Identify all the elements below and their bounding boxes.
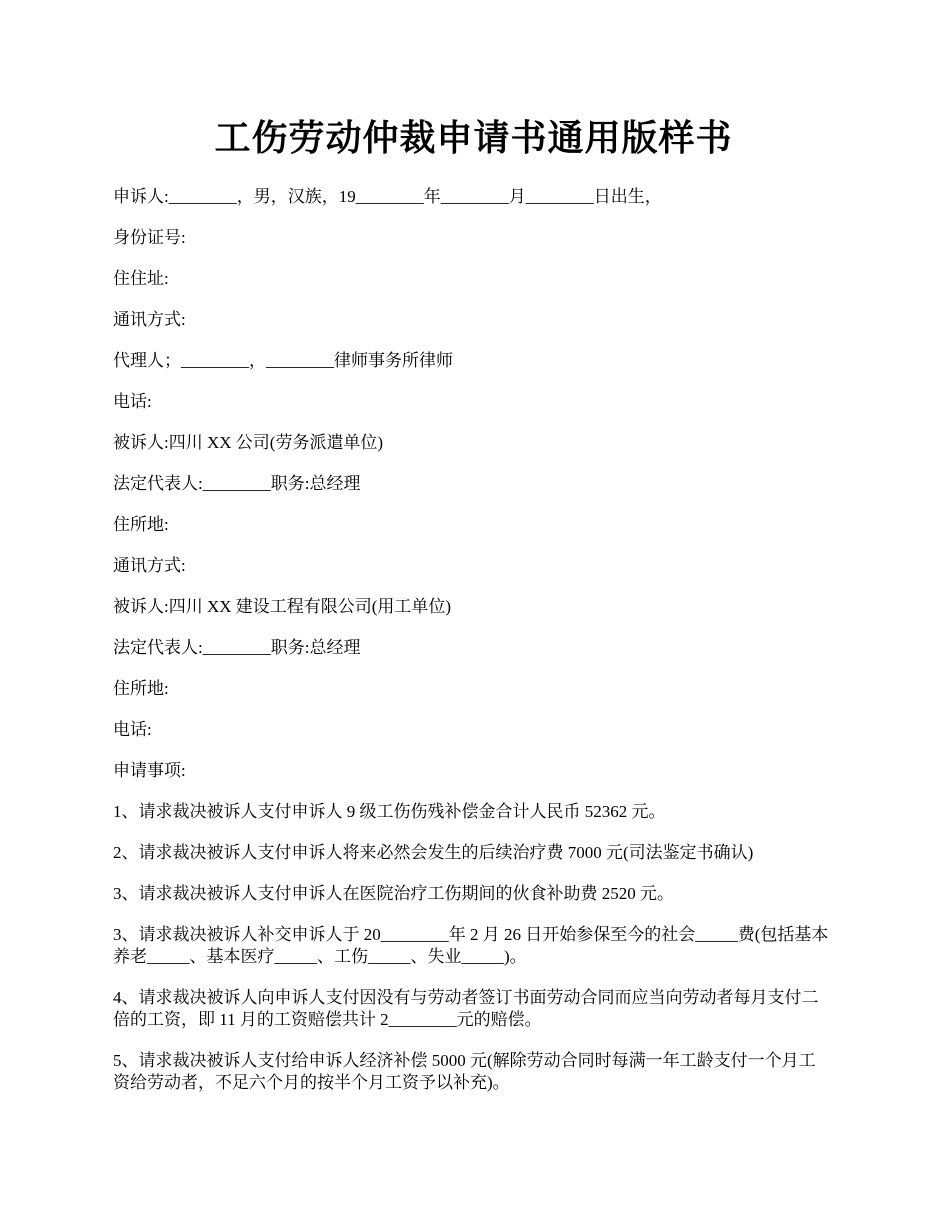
document-title: 工伤劳动仲裁申请书通用版样书 bbox=[214, 118, 733, 158]
respondent-1-contact-line: 通讯方式: bbox=[113, 556, 186, 575]
claims-heading: 申请事项: bbox=[113, 761, 186, 780]
claim-item-3b: 3、请求裁决被诉人补交申诉人于 20________年 2 月 26 日开始参保至今的社会_____费(包括基本养老_____、基本医疗_____、工伤_____、失业_____)。 bbox=[113, 925, 829, 966]
respondent-1-rep-line: 法定代表人:________职务:总经理 bbox=[113, 474, 361, 493]
claim-item-2: 2、请求裁决被诉人支付申诉人将来必然会发生的后续治疗费 7000 元(司法鉴定书确认) bbox=[113, 843, 754, 862]
address-line: 住住址: bbox=[113, 269, 169, 288]
applicant-line: 申诉人:________，男，汉族，19________年________月________日出生， bbox=[113, 187, 662, 206]
respondent-2-phone-line: 电话: bbox=[113, 720, 152, 739]
agent-line: 代理人；________，________律师事务所律师 bbox=[113, 351, 453, 370]
respondent-1-line: 被诉人:四川 XX 公司(劳务派遣单位) bbox=[113, 433, 384, 452]
contact-line: 通讯方式: bbox=[113, 310, 186, 329]
respondent-2-line: 被诉人:四川 XX 建设工程有限公司(用工单位) bbox=[113, 597, 452, 616]
claim-item-3: 3、请求裁决被诉人支付申诉人在医院治疗工伤期间的伙食补助费 2520 元。 bbox=[113, 884, 674, 903]
respondent-2-address-line: 住所地: bbox=[113, 679, 169, 698]
agent-phone-line: 电话: bbox=[113, 392, 152, 411]
respondent-2-rep-line: 法定代表人:________职务:总经理 bbox=[113, 638, 361, 657]
claim-item-4: 4、请求裁决被诉人向申诉人支付因没有与劳动者签订书面劳动合同而应当向劳动者每月支付二倍的工资，即 11 月的工资赔偿共计 2________元的赔偿。 bbox=[113, 988, 819, 1029]
respondent-1-address-line: 住所地: bbox=[113, 515, 169, 534]
claim-item-1: 1、请求裁决被诉人支付申诉人 9 级工伤伤残补偿金合计人民币 52362 元。 bbox=[113, 802, 666, 821]
claim-item-5: 5、请求裁决被诉人支付给申诉人经济补偿 5000 元(解除劳动合同时每满一年工龄支付一个月工资给劳动者，不足六个月的按半个月工资予以补充)。 bbox=[113, 1051, 816, 1092]
id-number-line: 身份证号: bbox=[113, 228, 186, 247]
